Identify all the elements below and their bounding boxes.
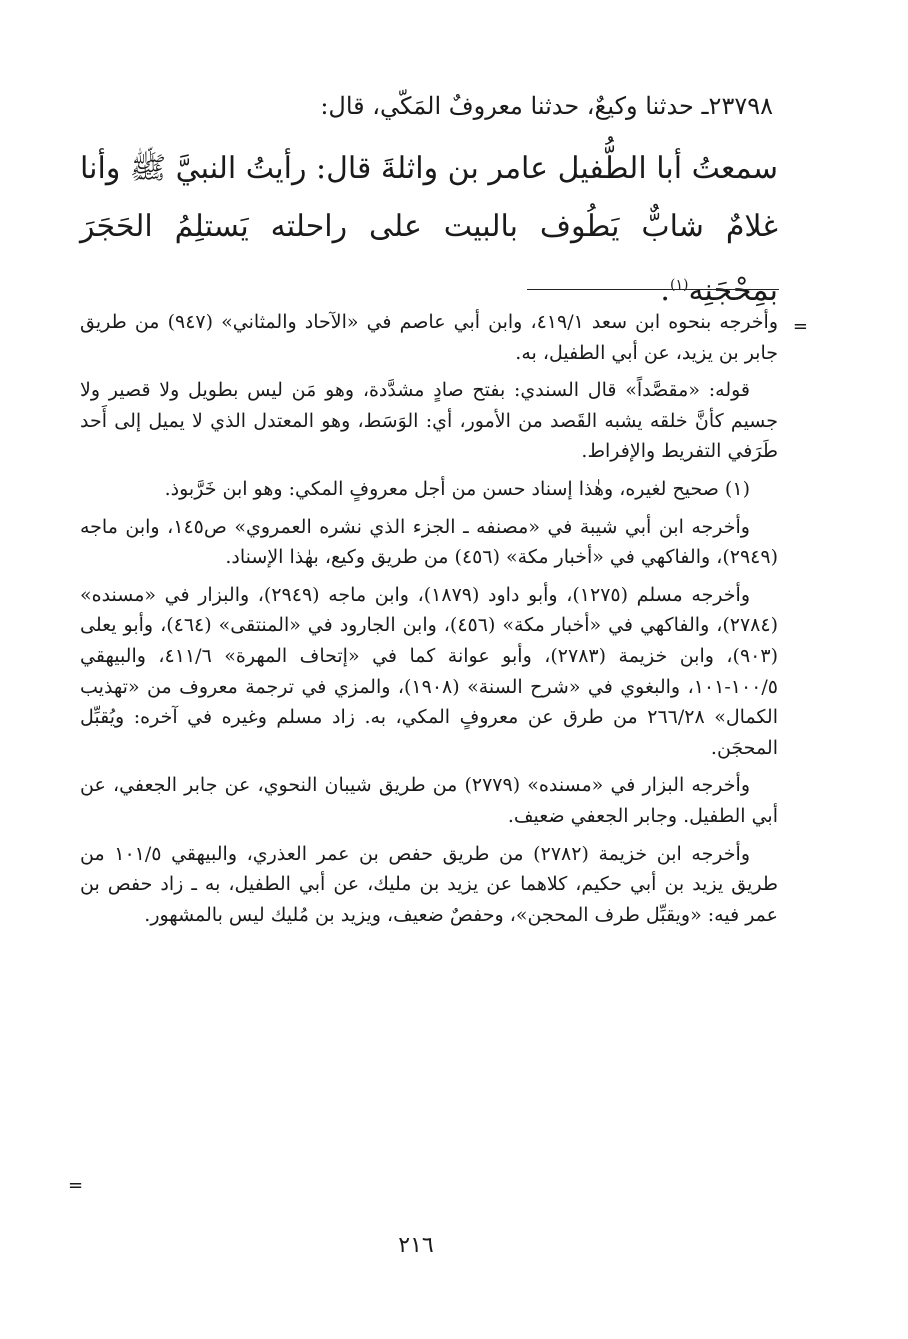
hadith-header: ٢٣٧٩٨ـ حدثنا وكيعٌ، حدثنا معروفٌ المَكّي، قال: bbox=[320, 92, 773, 120]
footnotes-section bbox=[80, 307, 778, 937]
footnote-paragraph: وأخرجه البزار في «مسنده» (٢٧٧٩) من طريق شيبان النحوي، عن جابر الجعفي، عن أبي الطفيل. وجابر الجعفي ضعيف. bbox=[80, 774, 778, 827]
footnote-paragraph: وأخرجه ابن أبي شيبة في «مصنفه ـ الجزء الذي نشره العمروي» ص١٤٥، وابن ماجه (٢٩٤٩)، والفاكهي في «أخبار مكة» (٤٥٦) من طريق وكيع، بهٰذا الإسناد. bbox=[80, 515, 778, 569]
continuation-mark-bottom: = bbox=[68, 1175, 84, 1196]
page-number: ٢١٦ bbox=[398, 1233, 434, 1258]
footnote-marker: (١) bbox=[669, 277, 689, 293]
continuation-mark-top: = bbox=[792, 316, 808, 337]
footnote-paragraph: وأخرجه ابن خزيمة (٢٧٨٢) من طريق حفص بن عمر العذري، والبيهقي ١٠١/٥ من طريق يزيد بن أبي حكيم، كلاهما عن يزيد بن مليك، عن أبي الطفيل، به ـ زاد حفص بن عمر فيه: «ويقبِّل طرف المحجن»، وحفصٌ ضعيف، ويزيد بن مُليك ليس بالمشهور. bbox=[80, 842, 778, 926]
footnote-separator bbox=[527, 289, 779, 290]
footnote-paragraph: قوله: «مقصَّداً» قال السندي: بفتح صادٍ مشدَّدة، وهو مَن ليس بطويل ولا قصير ولا جسيم كأنَّ خلقه يشبه القَصد من الأمور، أي: الوَسَط، وهو المعتدل الذي لا يميل إلى أَحد طَرَفي التفريط والإفراط. bbox=[80, 379, 778, 463]
footnote-paragraph: (١) صحيح لغيره، وهٰذا إسناد حسن من أجل معروفٍ المكي: وهو ابن خَرَّبوذ. bbox=[164, 477, 750, 500]
hadith-body-text: سمعتُ أبا الطُّفيل عامر بن واثلةَ قال: رأيتُ النبيَّ ﷺ وأنا غلامٌ شابٌّ يَطُوف بالبيت على راحلته يَستلِمُ الحَجَرَ بمِحْجَنِه bbox=[80, 151, 778, 308]
hadith-text bbox=[80, 140, 778, 320]
footnote-paragraph: وأخرجه بنحوه ابن سعد ٤١٩/١، وابن أبي عاصم في «الآحاد والمثاني» (٩٤٧) من طريق جابر بن يزيد، عن أبي الطفيل، به. bbox=[80, 311, 779, 364]
footnote-paragraph: وأخرجه مسلم (١٢٧٥)، وأبو داود (١٨٧٩)، وابن ماجه (٢٩٤٩)، والبزار في «مسنده» (٢٧٨٤)، والفاكهي في «أخبار مكة» (٤٥٦)، وابن الجارود في «المنتقى» (٤٦٤)، وأبو يعلى (٩٠٣)، وابن خزيمة (٢٧٨٣)، وأبو عوانة كما في «إتحاف المهرة» ٤١١/٦، والبيهقي ١٠٠/٥-١٠١، والبغوي في «شرح السنة» (١٩٠٨)، والمزي في ترجمة معروف من «تهذيب الكمال» ٢٦٦/٢٨ من طرق عن معروفٍ المكي، به. زاد مسلم وغيره في آخره: ويُقبِّل المحجَن. bbox=[80, 583, 779, 759]
hadith-end-period: . bbox=[660, 273, 670, 308]
